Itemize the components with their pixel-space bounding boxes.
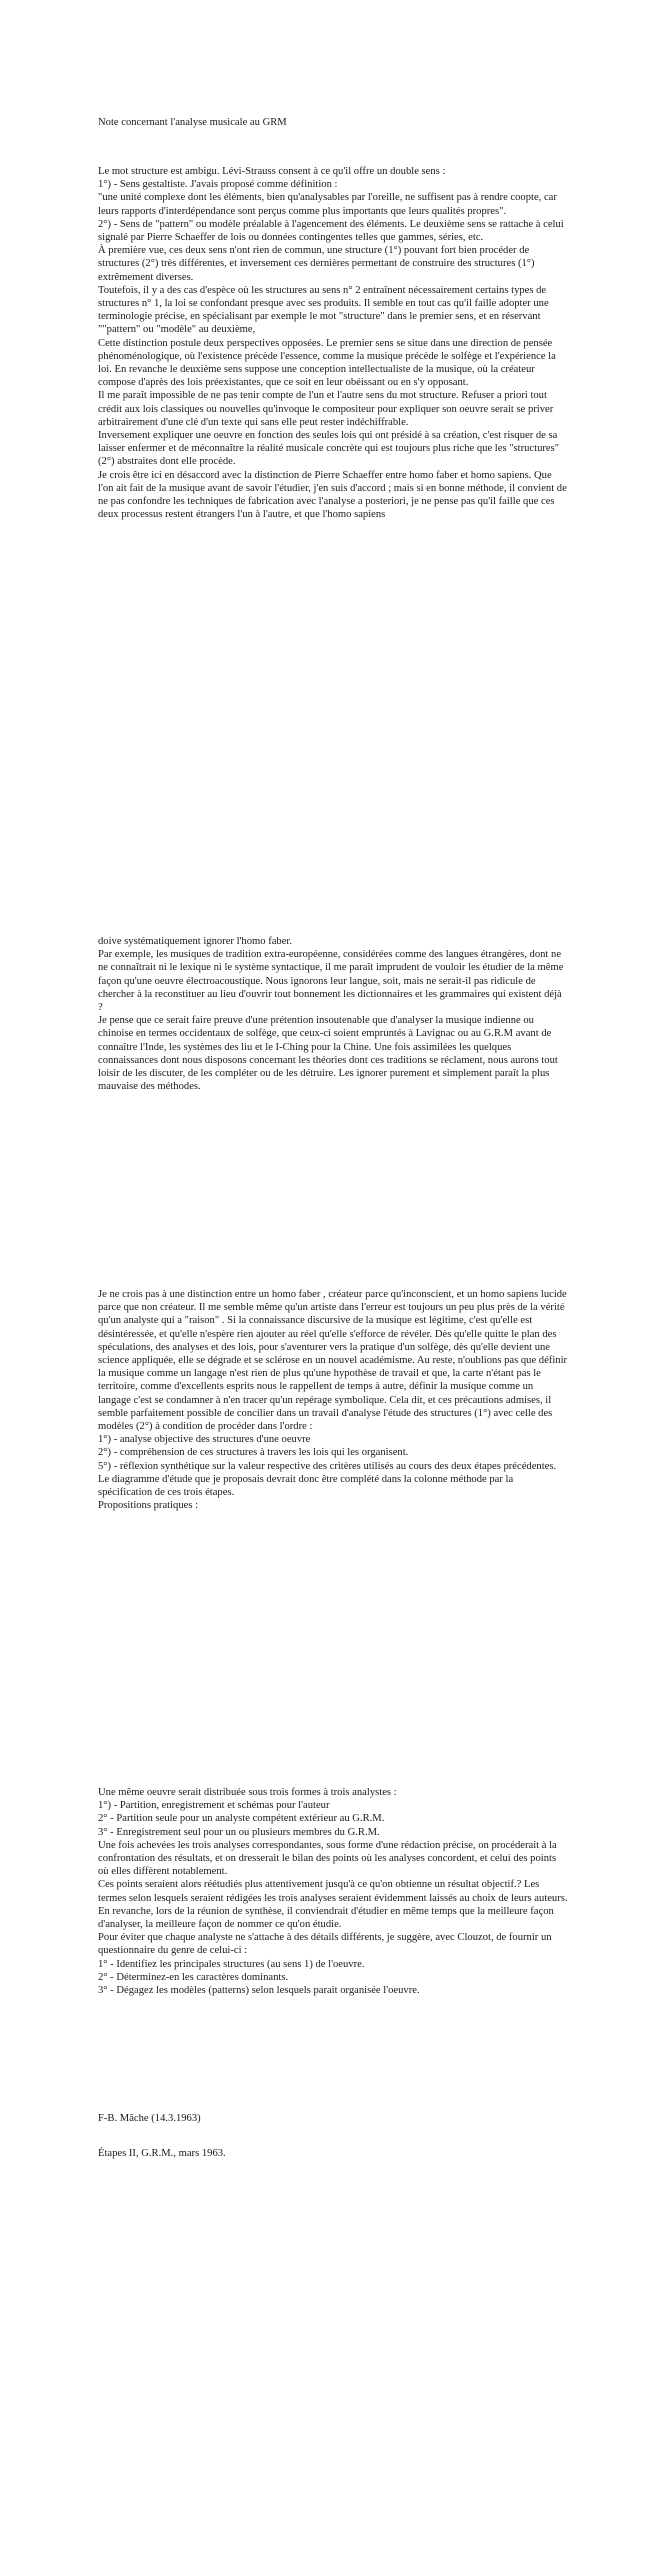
list-item: 3° - Dégagez les modèles (patterns) selon lesquels parait organisée l'oeuvre. (98, 1985, 420, 1997)
list-item: 2° - Partition seule pour un analyste compétent extérieur au G.R.M. (98, 1813, 385, 1825)
section-extra-european-music (98, 935, 568, 1093)
source-reference: Étapes II, G.R.M., mars 1963. (98, 2148, 226, 2159)
paragraph: Pour éviter que chaque analyste ne s'attache à des détails différents, je suggère, avec Clouzot, de fournir un questionnaire du genre de celui-ci : (98, 1932, 552, 1957)
section-heading: Propositions pratiques : (98, 1500, 199, 1512)
paragraph: "une unité complexe dont les éléments, bien qu'analysables par l'oreille, ne suffisent pas à rendre coopte, car leurs rapports d'interdépendance sont perçus comme plus importants que leurs qualités propres". (98, 192, 557, 217)
paragraph: Le mot structure est ambigu. Lévi-Strauss consent à ce qu'il offre un double sens : (98, 166, 446, 177)
document-title: Note concernant l'analyse musicale au GRM (98, 117, 287, 128)
paragraph: Je pense que ce serait faire preuve d'une prétention insoutenable que d'analyser la musique indienne ou chinoise en termes occidentaux de solfège, que ceux-ci soient empruntés à Lavignac ou au G.R.M avant de connaître l'Inde, les systèmes des liu et le I-Ching pour la Chine. Une fois assimilées les quelques connaissances dont nous disposons concernant les théories dont ces traditions se réclament, nous aurons tout loisir de les discuter, de les compléter ou de les détruire. Les ignorer purement et simplement paraît la plus mauvaise des méthodes. (98, 1015, 558, 1093)
list-item: 5°) - réflexion synthétique sur la valeur respective des critères utilisés au cours des deux étapes précédentes. Le diagramme d'étude que je proposais devrait donc être complété dans la colonne méthode par la spécification de ces trois étapes. (98, 1460, 557, 1499)
paragraph: Ces points seraient alors réétudiés plus attentivement jusqu'à ce qu'on obtienne un résultat objectif.? Les termes selon lesquels seraient rédigées les trois analyses seraient évidemment laissés au choix de leurs auteurs. En revanche, lors de la réunion de synthèse, il conviendrait d'étudier en même temps que la meilleure façon d'analyser, la meilleure façon de nommer ce qu'on étudie. (98, 1879, 568, 1931)
list-item: 1°) - analyse objective des structures d'une oeuvre (98, 1434, 311, 1446)
paragraph: Je ne crois pas à une distinction entre un homo faber , créateur parce qu'inconscient, et un homo sapiens lucide parce que non créateur. Il me semble même qu'un artiste dans l'erreur est toujours un peu plus près de la vérité qu'un analyste qui a "raison" . Si la connaissance discursive de la musique est légitime, c'est qu'elle est désintéressée, et qu'elle n'espère rien ajouter au réel qu'elle s'efforce de révéler. Dès qu'elle quitte le plan des spéculations, des analyses et des lois, pour s'aventurer vers la pratique d'un solfège, dès qu'elle devient une science appliquée, elle se dégrade et se sclérose en un nouvel académisme. Au reste, n'oublions pas que définir la musique comme un langage n'est rien de plus qu'une hypothèse de travail et que, la carte n'étant pas le territoire, comme d'excellents esprits nous le rappellent de temps à autre, définir la musique comme un langage c'est se condamner à n'en tracer qu'un repérage symbolique. Cela dit, et ces précautions admises, il semble parfaitement possible de concilier dans un travail d'analyse l'étude des structures (1°) avec celle des modèles (2°) à condition de procéder dans l'ordre : (98, 1289, 568, 1433)
paragraph: Toutefois, il y a des cas d'espèce où les structures au sens n° 2 entraînent nécessairement certains types de structures n° 1, la loi se confondant presque avec ses produits. Il semble en tout cas qu'il faille adopter une terminologie précise, en spécialisant par exemple le mot "structure" dans le premier sens, et en réservant ""pattern" ou "modèle" au deuxième, (98, 284, 549, 336)
list-item: 2° - Déterminez-en les caractères dominants. (98, 1971, 289, 1983)
paragraph: doive systématiquement ignorer l'homo faber. (98, 936, 293, 947)
section-structure-meanings (98, 165, 568, 521)
list-item: 1°) - Partition, enregistrement et schémas pour l'auteur (98, 1800, 330, 1812)
paragraph: 1°) - Sens gestaltiste. J'avais proposé comme définition : (98, 179, 338, 191)
paragraph: Il me paraît impossible de ne pas tenir compte de l'un et l'autre sens du mot structure. Refuser a priori tout crédit aux lois classiques ou nouvelles qu'invoque le compositeur pour expliquer son oeuvre serait se priver arbitrairement d'une clé d'un texte qui sans elle peut rester indéchiffrable. (98, 390, 554, 428)
paragraph: Cette distinction postule deux perspectives opposées. Le premier sens se situe dans une direction de pensée phénoménologique, où l'existence précède l'essence, comme la musique précède le solfège et l'expérience la loi. En revanche le deuxième sens suppose une conception intellectualiste de la musique, où la créateur compose d'après des lois préexistantes, que ce soit en leur obéissant ou en s'y opposant. (98, 337, 556, 389)
paragraph: 2°) - Sens de "pattern" ou modèle préalable à l'agencement des éléments. Le deuxième sens se rattache à celui signalé par Pierre Schaeffer de lois ou données contingentes telles que gammes, séries, etc. (98, 218, 564, 244)
paragraph: Une fois achevées les trois analyses correspondantes, sous forme d'une rédaction précise, on procéderait à la confrontation des résultats, et on dresserait le bilan des points où les analyses concordent, et celui des points où elles diffèrent notablement. (98, 1839, 557, 1878)
paragraph: Je crois être ici en désaccord avec la distinction de Pierre Schaeffer entre homo faber et homo sapiens. Que l'on ait fait de la musique avant de savoir l'étudier, j'en suis d'accord ; mais si en bonne méthode, il convient de ne pas confondre les techniques de fabrication avec l'analyse a posteriori, je ne pense pas qu'il faille que ces deux processus restent étrangers l'un à l'autre, et que l'homo sapiens (98, 469, 567, 521)
author-signature: F-B. Mâche (14.3.1963) (98, 2113, 201, 2124)
paragraph: Une même oeuvre serait distribuée sous trois formes à trois analystes : (98, 1787, 397, 1798)
list-item: 2°) - compréhension de ces structures à travers les lois qui les organisent. (98, 1447, 409, 1459)
paragraph: À première vue, ces deux sens n'ont rien de commun, une structure (1°) pouvant fort bien procéder de structures (2°) très différentes, et inversement ces dernières permettant de construire des structures (1°) extrêmement diverses. (98, 245, 535, 283)
section-homo-faber-sapiens (98, 1288, 568, 1512)
section-practical-proposals (98, 1786, 568, 1997)
list-item: 1° - Identifiez les principales structures (au sens 1) de l'oeuvre. (98, 1958, 365, 1970)
paragraph: Inversement expliquer une oeuvre en fonction des seules lois qui ont présidé à sa création, c'est risquer de sa laisser enfermer et de méconnaître la réalité musicale concrète qui est toujours plus riche que les "structures" (2°) abstraites dont elle procède. (98, 430, 560, 468)
paragraph: Par exemple, les musiques de tradition extra-européenne, considérées comme des langues étrangères, dont ne ne connaîtrait ni le lexique ni le système syntactique, il me paraît imprudent de vouloir les étudier de la même façon qu'une oeuvre électroacoustique. Nous ignorons leur langue, soit, mais ne serait-il pas ridicule de chercher à la reconstituer au lieu d'ouvrir tout bonnement les dictionnaires et les grammaires qui existent déjà ? (98, 949, 564, 1014)
list-item: 3° - Enregistrement seul pour un ou plusieurs membres du G.R.M. (98, 1826, 380, 1838)
